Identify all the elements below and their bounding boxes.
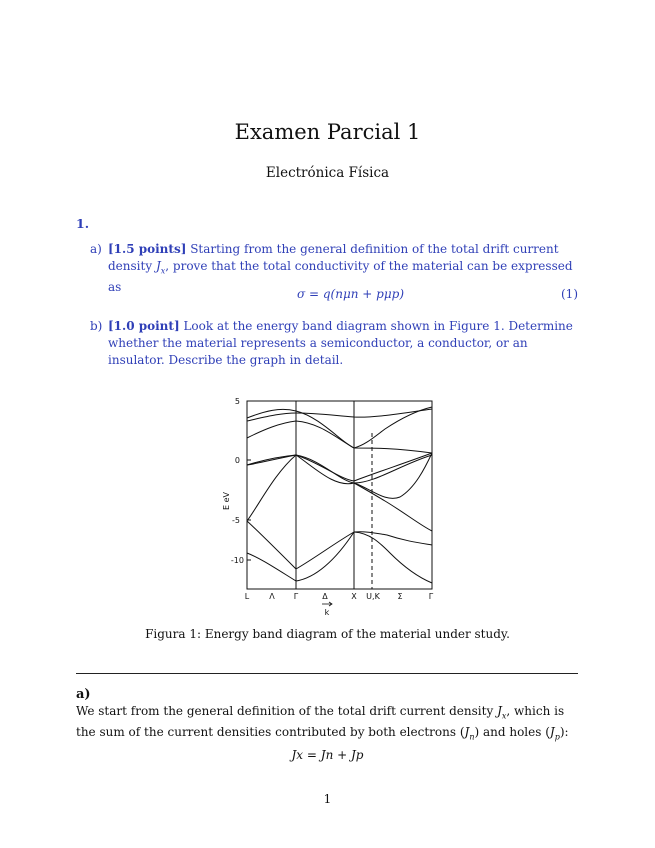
part-a-label: a) (90, 242, 102, 256)
x-tick-label: Σ (397, 592, 403, 601)
part-b-points: [1.0 point] (108, 319, 180, 333)
x-tick-label: U,K (366, 592, 380, 601)
part-a-points: [1.5 points] (108, 242, 187, 256)
answer-sym-jx: $J_x$ (497, 704, 507, 721)
document-title: Examen Parcial 1 (234, 120, 421, 144)
x-tick-label: X (351, 592, 357, 601)
part-a-text-1: Starting from the general definition of the total drift current density (108, 242, 559, 273)
band-curve (247, 532, 432, 581)
band-curves (247, 407, 432, 583)
figure-caption (0, 627, 655, 641)
part-b-text (108, 318, 580, 369)
x-tick-label: Γ (428, 592, 434, 601)
y-tick-label: -10 (230, 556, 244, 565)
band-curve (354, 483, 432, 531)
part-a-text-2: , prove that the total conductivity of the material can be expressed as (108, 259, 573, 295)
band-curve (247, 409, 432, 421)
part-a-symbol-j: J (155, 259, 161, 273)
question-part-b (90, 318, 580, 369)
answer-equation: Jx = Jn + Jp (291, 748, 364, 762)
part-a-symbol-j-sub: x (160, 266, 166, 276)
band-diagram-svg (215, 393, 440, 618)
y-tick-label: 5 (234, 397, 240, 406)
band-diagram-figure (215, 393, 440, 618)
part-b-body: Look at the energy band diagram shown in Figure 1. Determine whether the material represents a semiconductor, a conductor, or an insulator. Describe the graph in detail. (108, 319, 573, 367)
answer-text-4: ): (559, 725, 569, 740)
answer-paragraph (76, 703, 580, 746)
y-axis-label: E eV (222, 492, 231, 510)
caption-text: Energy band diagram of the material under study. (201, 627, 510, 641)
document-subtitle: Electrónica Física (265, 165, 390, 181)
x-tick-label: L (244, 592, 250, 601)
answer-heading: a) (76, 687, 91, 702)
equation-1-expression: σ = q(nμn + pμp) (297, 287, 405, 301)
x-tick-label: Λ (269, 592, 275, 601)
answer-sym-jp: $J_p$ (549, 725, 560, 742)
section-divider (76, 673, 578, 674)
x-tick-label: Γ (293, 592, 299, 601)
y-tick-label: -5 (232, 516, 240, 525)
y-tick-label: 0 (234, 456, 240, 465)
x-axis-label: k (324, 608, 330, 617)
part-b-label: b) (90, 319, 103, 333)
answer-text-1: We start from the general definition of the total drift current density (76, 704, 498, 718)
question-number: 1. (76, 216, 90, 231)
band-curve (247, 421, 432, 453)
answer-text-2: , which is the sum of the current densities contributed by both electrons ( (76, 704, 565, 740)
answer-text-3: ) and holes ( (474, 725, 550, 740)
answer-sym-jn: $J_n$ (464, 725, 475, 742)
x-tick-label: Δ (322, 592, 328, 601)
page-number: 1 (323, 792, 332, 806)
equation-1-number: (1) (561, 287, 578, 301)
plot-frame (247, 401, 432, 589)
caption-label: Figura 1: (145, 627, 202, 641)
